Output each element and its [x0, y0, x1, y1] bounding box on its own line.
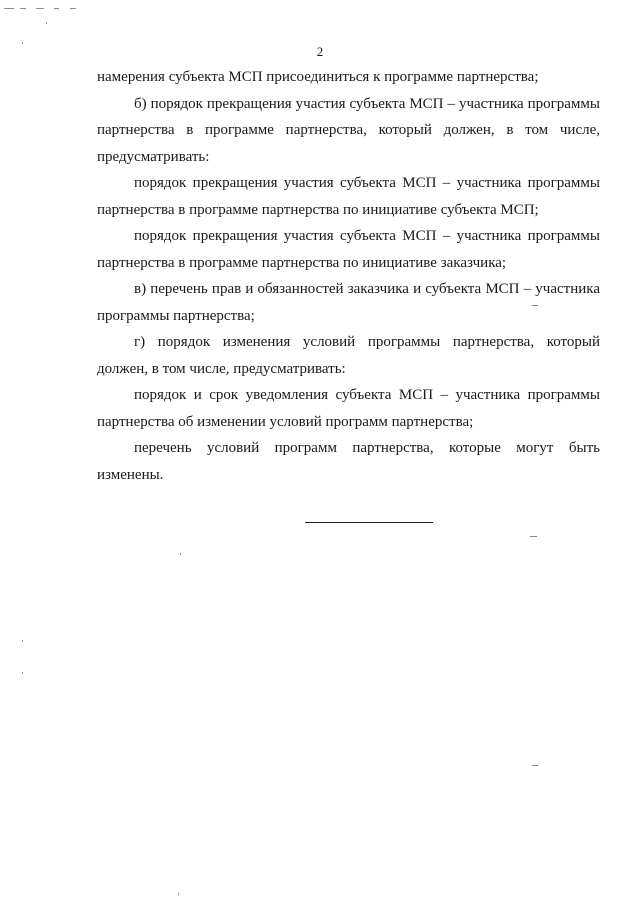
scan-artifact — [22, 640, 23, 642]
scan-artifact — [4, 8, 14, 9]
paragraph: порядок прекращения участия субъекта МСП – участника программы партнерства в программе партнерства по инициативе заказчика; — [97, 228, 600, 271]
document-body — [97, 64, 600, 488]
paragraph: намерения субъекта МСП присоединиться к программе партнерства; — [97, 69, 539, 85]
paragraph: г) порядок изменения условий программы партнерства, который должен, в том числе, предусматривать: — [97, 334, 600, 377]
scan-artifact — [70, 8, 76, 9]
scan-artifact — [36, 8, 44, 9]
page-number: 2 — [316, 44, 324, 59]
paragraph: порядок и срок уведомления субъекта МСП – участника программы партнерства об изменении условий программ партнерства; — [97, 387, 600, 430]
paragraph: в) перечень прав и обязанностей заказчика и субъекта МСП – участника программы партнерства; — [97, 281, 600, 324]
paragraph: перечень условий программ партнерства, которые могут быть изменены. — [97, 440, 600, 483]
scan-artifact — [532, 765, 538, 766]
scan-artifact — [180, 553, 181, 555]
paragraph: б) порядок прекращения участия субъекта МСП – участника программы партнерства в программе партнерства, который должен, в том числе, предусматривать: — [97, 95, 600, 165]
scan-artifact — [530, 536, 537, 537]
scan-artifact — [22, 672, 23, 674]
paragraph: порядок прекращения участия субъекта МСП – участника программы партнерства в программе партнерства по инициативе субъекта МСП; — [97, 175, 600, 218]
scan-artifact — [20, 8, 26, 9]
scan-artifact — [54, 8, 59, 9]
end-divider — [305, 522, 433, 523]
scan-artifact — [178, 893, 179, 895]
scan-artifact — [46, 22, 47, 24]
